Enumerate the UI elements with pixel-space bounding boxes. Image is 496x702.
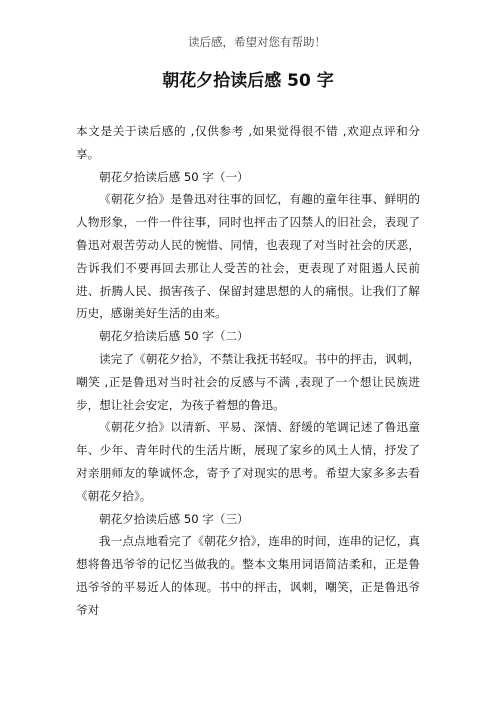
section-heading-2: 朝花夕拾读后感 50 字（二） <box>99 329 249 344</box>
document-body <box>76 120 420 622</box>
document-title: 朝花夕拾读后感 50 字 <box>162 71 334 91</box>
section-heading-1: 朝花夕拾读后感 50 字（一） <box>99 169 249 184</box>
section-3-paragraph-1: 我一点点地看完了《朝花夕拾》，连串的时间，连串的记忆，真想将鲁迅爷爷的记忆当做我的。整本文集用词语简洁柔和，正是鲁迅爷爷的平易近人的体现。书中的抨击，讽刺，嘲笑，正是鲁迅爷爷对 <box>76 534 420 617</box>
intro-paragraph: 本文是关于读后感的 ,仅供参考 ,如果觉得很不错 ,欢迎点评和分享。 <box>76 124 420 161</box>
section-2-paragraph-2: 《朝花夕拾》以清新、平易、深情、舒缓的笔调记述了鲁迅童年、少年、青年时代的生活片断，展现了家乡的风土人情，抒发了对亲朋师友的挚诚怀念，寄予了对现实的思考。希望大家多多去看《朝花夕拾》。 <box>76 420 420 503</box>
header-note: 读后感，希望对您有帮助！ <box>188 35 326 49</box>
section-1-paragraph-1: 《朝花夕拾》是鲁迅对往事的回忆，有趣的童年往事、鲜明的人物形象，一件一件往事，同时也抨击了囚禁人的旧社会，表现了鲁迅对艰苦劳动人民的惋惜、同情，也表现了对当时社会的厌恶，告诉我们不要再回去那让人受苦的社会，更表现了对阻遏人民前进、折腾人民、损害孩子、保留封建思想的人的痛恨。让我们了解历史，感谢美好生活的由来。 <box>76 192 420 321</box>
section-2-paragraph-1: 读完了《朝花夕拾》，不禁让我抚书轻叹。书中的抨击，讽刺，嘲笑 ,正是鲁迅对当时社会的反感与不满 ,表现了一个想让民族进步，想让社会安定，为孩子着想的鲁迅。 <box>76 351 420 412</box>
section-heading-3: 朝花夕拾读后感 50 字（三） <box>99 511 249 526</box>
